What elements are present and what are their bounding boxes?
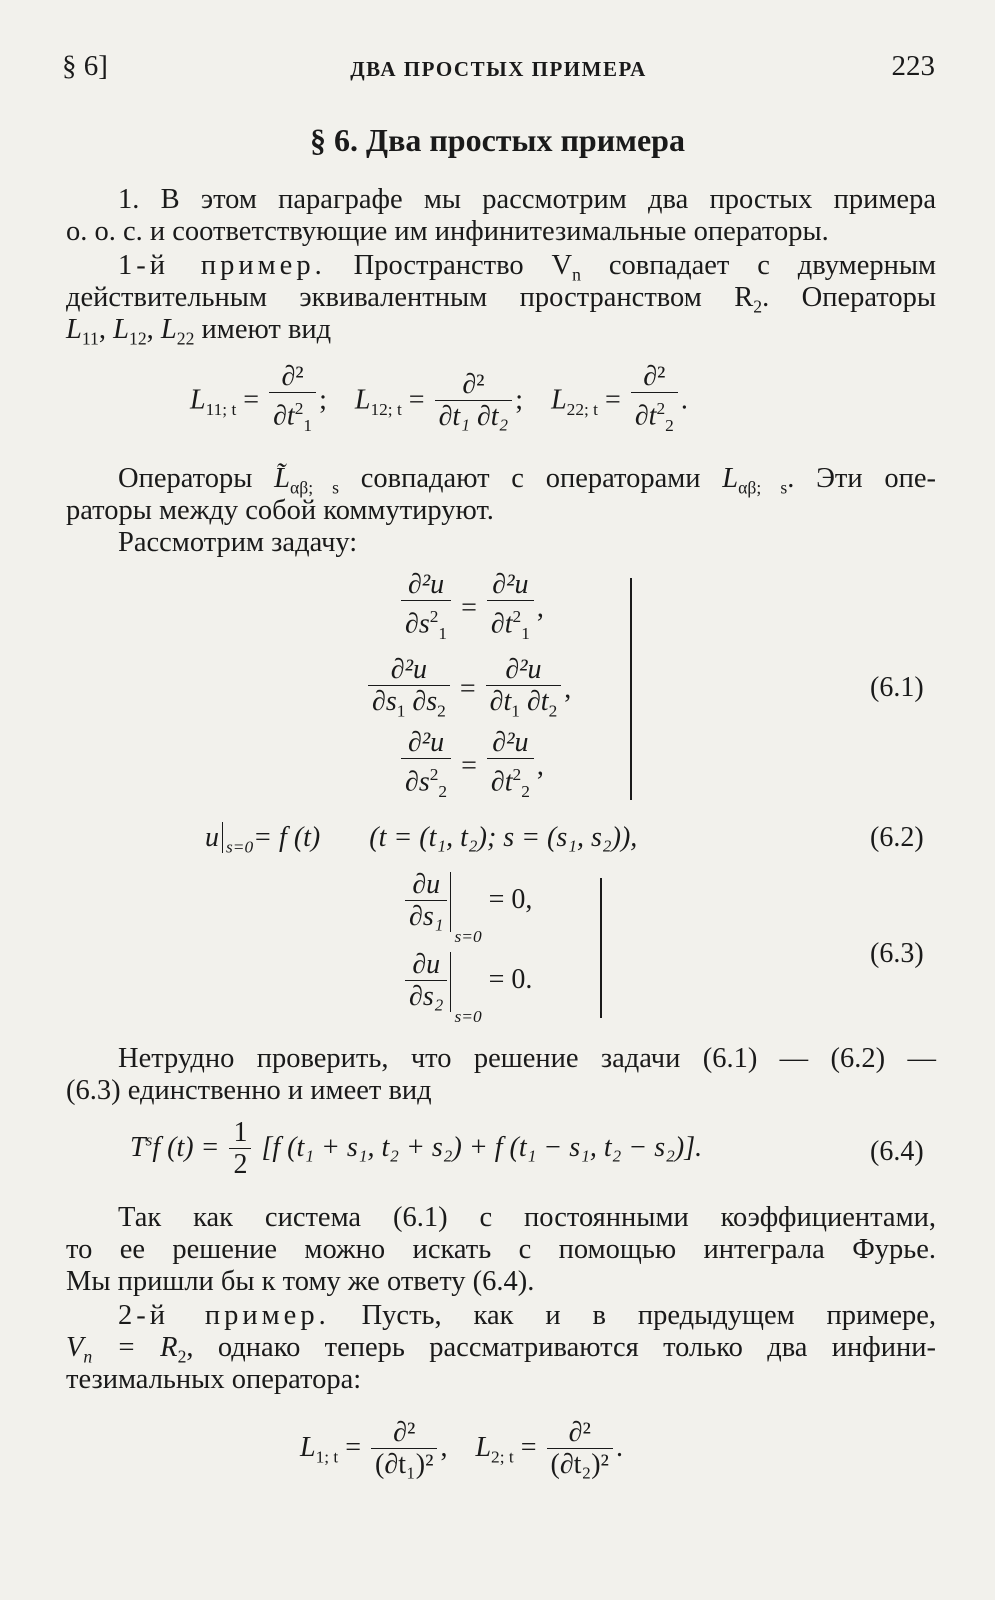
text-line: $L_{11}$, $L_{12}$, $L_{22}$ имеют вид	[66, 314, 332, 349]
text-line: 2-й пример. Пусть, как и в предыдущем примере,	[118, 1300, 936, 1331]
text-line: тезимальных оператора:	[66, 1364, 362, 1395]
intro-paragraph	[66, 184, 936, 248]
eq-6-1-row3: $\frac{\text{∂²u}}{\partial s^2_2}$ = $\frac{\text{∂²u}}{\partial t^2_2}$ ,	[398, 728, 544, 808]
text-line: то ее решение можно искать с помощью интеграла Фурье.	[66, 1234, 936, 1265]
text-line: Операторы $L̃_{\alpha\beta; s}$ совпадают с операторами $L_{\alpha\beta; s}$. Эти опе-	[118, 463, 936, 498]
operators-equation: $L_{11; t}$ = $\frac{\text{∂²}}{\partial t^2_1}$ ; $L_{12; t}$ = $\frac{\text{∂²}}{\text{∂t₁ ∂t₂}}$ ; $L_{22; t}$ = $\frac{\text{∂²}}{\partial t^2_2}$ .	[190, 362, 688, 442]
eq-number: (6.3)	[870, 938, 924, 969]
consider-line: Рассмотрим задачу:	[118, 527, 358, 558]
text-line: Так как система (6.1) с постоянными коэффициентами,	[118, 1202, 936, 1233]
example2-label: 2-й пример.	[118, 1300, 330, 1331]
uniqueness-paragraph	[66, 1043, 936, 1107]
right-brace	[610, 578, 632, 800]
eq-number: (6.2)	[870, 822, 924, 853]
fraction: $\frac{\text{∂²}}{\partial t^2_1}$	[269, 362, 316, 442]
text-line: раторы между собой коммутируют.	[66, 495, 494, 526]
tilde-paragraph	[66, 463, 936, 527]
final-operators-equation: $L_{1; t}$ = $\frac{\text{∂²}}{\text{(∂t₁)²}}$ , $L_{2; t}$ = $\frac{\text{∂²}}{\text{(∂t₂)²}}$ .	[300, 1417, 623, 1480]
eq-6-1-row2: $\frac{\text{∂²u}}{\partial s_1 \partial s_2}$ = $\frac{\text{∂²u}}{\partial t_1 \partial t_2}$ ,	[365, 655, 571, 728]
right-brace	[586, 878, 602, 1018]
eq-6-3-row1: $\frac{\partial u}{\text{∂s₁}}$ $_{s=0}$ = 0,	[402, 870, 532, 933]
fourier-paragraph	[66, 1202, 936, 1298]
example1-label: 1-й пример.	[118, 250, 326, 281]
header-title: ДВА ПРОСТЫХ ПРИМЕРА	[350, 57, 647, 81]
text-line: действительным эквивалентным пространством $R_2$. Операторы	[66, 282, 936, 317]
eq-number: (6.1)	[870, 672, 924, 703]
text-line: (6.3) единственно и имеет вид	[66, 1075, 432, 1106]
text-line: Нетрудно проверить, что решение задачи (6.1) — (6.2) —	[118, 1043, 936, 1074]
eq-6-2: u $_{s=0}$= f (t) (t = (t₁, t₂); s = (s₁, s₂)),	[205, 822, 638, 857]
section-title: § 6. Два простых примера	[310, 122, 685, 158]
text-line: Мы пришли бы к тому же ответу (6.4).	[66, 1266, 535, 1297]
header-section: § 6]	[62, 50, 108, 82]
text-line: $V_n = R_2$, однако теперь рассматриваются только два инфини-	[66, 1332, 937, 1367]
text-line: 1. В этом параграфе мы рассмотрим два простых примера	[118, 184, 936, 215]
text-line: 1-й пример. Пространство $V_n$ совпадает с двумерным	[118, 250, 937, 285]
eq-6-1-row1: $\frac{\text{∂²u}}{\partial s^2_1}$ = $\frac{\text{∂²u}}{\partial t^2_1}$ ,	[398, 570, 544, 650]
eq-number: (6.4)	[870, 1136, 924, 1167]
fraction: $\frac{\text{∂²}}{\text{∂t₁ ∂t₂}}$	[435, 370, 513, 433]
eq-6-3-row2: $\frac{\partial u}{\text{∂s₂}}$ $_{s=0}$ = 0.	[402, 950, 532, 1013]
page-number: 223	[891, 50, 935, 82]
running-header	[62, 50, 935, 86]
example2-paragraph	[66, 1300, 936, 1396]
eq-6-4: $T^sf$ (t) = $\frac{1}{2}$ [f (t₁ + s₁, t₂ + s₂) + f (t₁ − s₁, t₂ − s₂)].	[130, 1117, 703, 1180]
example1-paragraph	[66, 250, 937, 349]
fraction: $\frac{\text{∂²}}{\partial t^2_2}$	[631, 362, 678, 442]
text-line: о. о. с. и соответствующие им инфинитезимальные операторы.	[66, 216, 829, 247]
